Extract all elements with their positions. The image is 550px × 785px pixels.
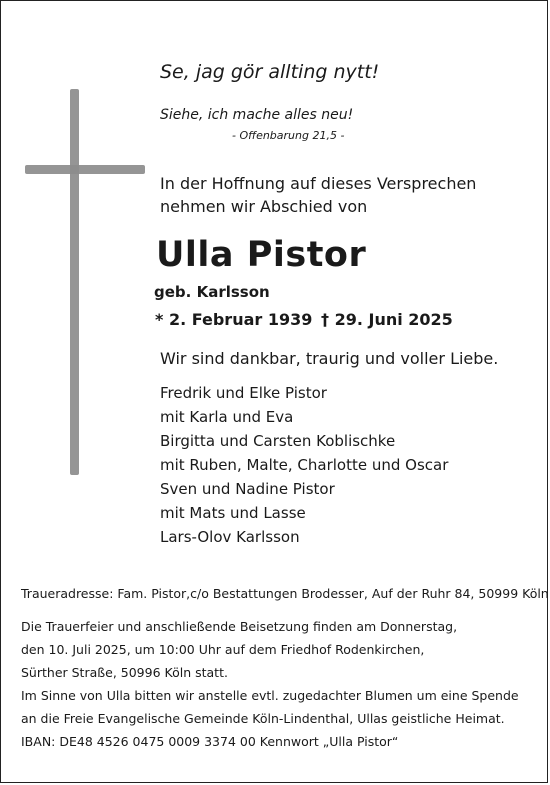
family-member: mit Mats und Lasse [160, 504, 306, 522]
intro-line-1: In der Hoffnung auf dieses Versprechen [160, 174, 477, 193]
cross-vertical-beam [70, 89, 79, 475]
birth-name: geb. Karlsson [154, 283, 270, 301]
ceremony-line-3: Sürther Straße, 50996 Köln statt. [21, 665, 228, 680]
birth-date: * 2. Februar 1939 [155, 310, 313, 329]
family-member: Birgitta und Carsten Koblischke [160, 432, 396, 450]
motto-source: - Offenbarung 21,5 - [232, 129, 345, 142]
motto-swedish: Se, jag gör allting nytt! [160, 61, 380, 83]
intro-line-2: nehmen wir Abschied von [160, 197, 368, 216]
ceremony-line-1: Die Trauerfeier und anschließende Beisetzung finden am Donnerstag, [21, 619, 458, 634]
donation-iban: IBAN: DE48 4526 0475 0009 3374 00 Kennwort „Ulla Pistor“ [21, 734, 399, 749]
family-member: Fredrik und Elke Pistor [160, 384, 327, 402]
motto-german: Siehe, ich mache alles neu! [160, 107, 354, 123]
family-member: mit Karla und Eva [160, 408, 294, 426]
family-member: Lars-Olov Karlsson [160, 528, 300, 546]
family-member: mit Ruben, Malte, Charlotte und Oscar [160, 456, 449, 474]
mourning-address: Traueradresse: Fam. Pistor,c/o Bestattungen Brodesser, Auf der Ruhr 84, 50999 Köln [21, 586, 549, 601]
cross-icon [25, 89, 145, 475]
death-date: † 29. Juni 2025 [321, 310, 453, 329]
donation-line-1: Im Sinne von Ulla bitten wir anstelle evtl. zugedachter Blumen um eine Spende [21, 688, 519, 703]
ceremony-line-2: den 10. Juli 2025, um 10:00 Uhr auf dem Friedhof Rodenkirchen, [21, 642, 425, 657]
thanks-line: Wir sind dankbar, traurig und voller Liebe. [160, 349, 499, 368]
donation-line-2: an die Freie Evangelische Gemeinde Köln-Lindenthal, Ullas geistliche Heimat. [21, 711, 505, 726]
cross-horizontal-beam [25, 165, 145, 174]
deceased-name: Ulla Pistor [156, 235, 367, 275]
family-member: Sven und Nadine Pistor [160, 480, 335, 498]
